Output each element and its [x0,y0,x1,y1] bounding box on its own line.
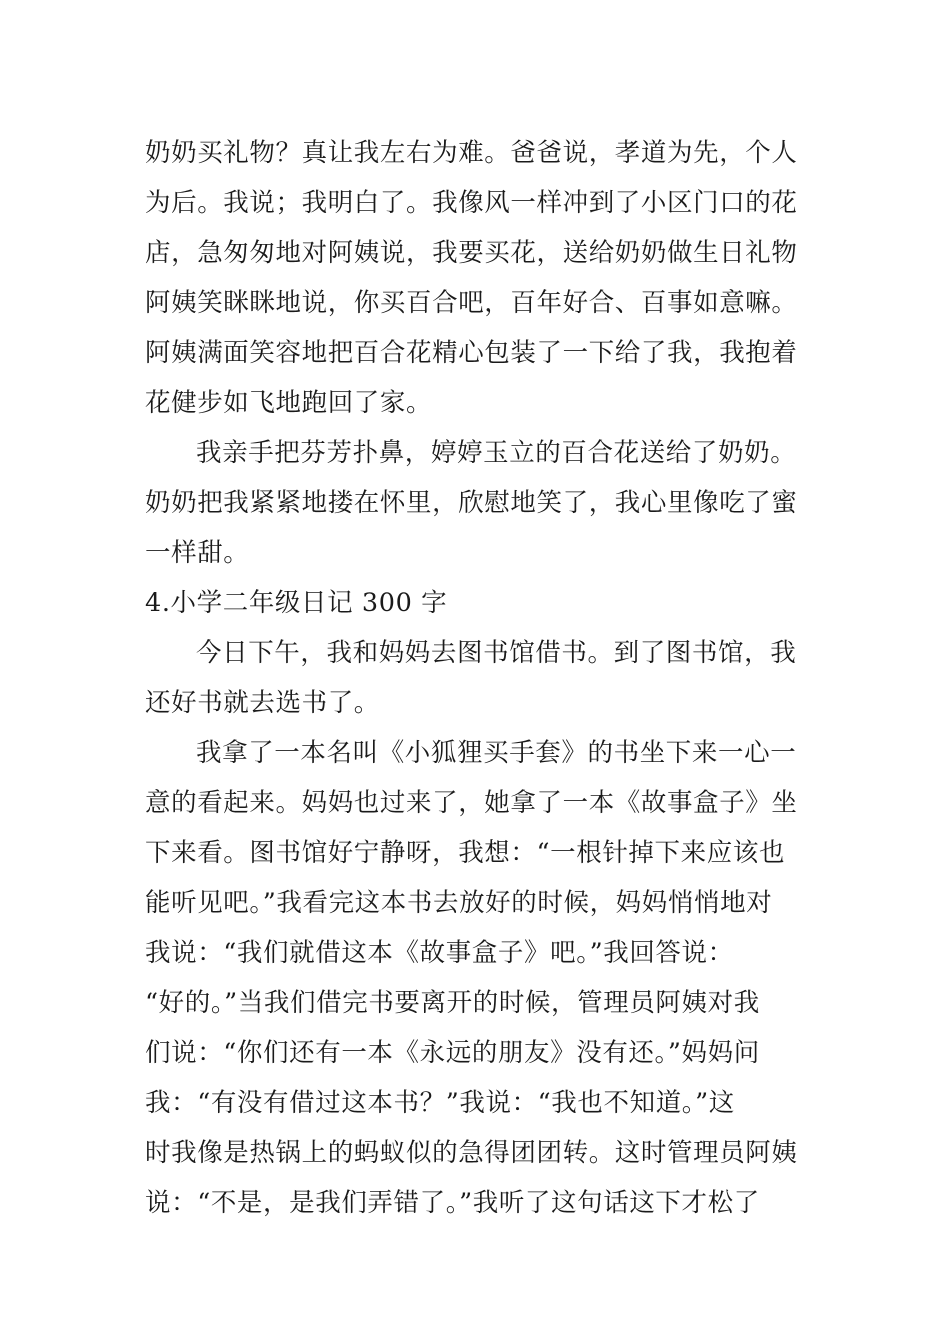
text-line: 我说：“我们就借这本《故事盒子》吧。”我回答说： [145,938,734,968]
text-line: 还好书就去选书了。 [145,688,380,718]
text-line: 花健步如飞地跑回了家。 [145,388,433,418]
text-line: 说：“不是，是我们弄错了。”我听了这句话这下才松了 [145,1188,760,1218]
text-line: 今日下午，我和妈妈去图书馆借书。到了图书馆，我 [196,638,797,668]
text-line: 阿姨满面笑容地把百合花精心包装了一下给了我，我抱着 [145,338,798,368]
text-line: 奶奶把我紧紧地搂在怀里，欣慰地笑了，我心里像吃了蜜 [145,488,798,518]
heading-line: 4.小学二年级日记 300 字 [145,588,448,618]
document-body [145,128,810,1228]
text-line: 我亲手把芬芳扑鼻，婷婷玉立的百合花送给了奶奶。 [196,438,797,468]
paragraph-library-intro [145,628,810,728]
paragraph-lily-gift [145,428,810,578]
text-line: 我拿了一本名叫《小狐狸买手套》的书坐下来一心一 [196,738,797,768]
text-line: 一样甜。 [145,538,250,568]
text-line: 为后。我说；我明白了。我像风一样冲到了小区门口的花 [145,188,798,218]
text-line: 阿姨笑眯眯地说，你买百合吧，百年好合、百事如意嘛。 [145,288,798,318]
text-line: 下来看。图书馆好宁静呀，我想：“一根针掉下来应该也 [145,838,786,868]
text-line: 奶奶买礼物？真让我左右为难。爸爸说，孝道为先，个人 [145,138,798,168]
paragraph-gift-story [145,128,810,428]
text-line: “好的。”当我们借完书要离开的时候，管理员阿姨对我 [145,988,760,1018]
text-line: 店，急匆匆地对阿姨说，我要买花，送给奶奶做生日礼物 [145,238,798,268]
section-heading [145,578,810,628]
text-line: 我：“有没有借过这本书？”我说：“我也不知道。”这 [145,1088,735,1118]
text-line: 能听见吧。”我看完这本书去放好的时候，妈妈悄悄地对 [145,888,773,918]
text-line: 们说：“你们还有一本《永远的朋友》没有还。”妈妈问 [145,1038,760,1068]
paragraph-library-story [145,728,810,1228]
text-line: 时我像是热锅上的蚂蚁似的急得团团转。这时管理员阿姨 [145,1138,798,1168]
text-line: 意的看起来。妈妈也过来了，她拿了一本《故事盒子》坐 [145,788,798,818]
